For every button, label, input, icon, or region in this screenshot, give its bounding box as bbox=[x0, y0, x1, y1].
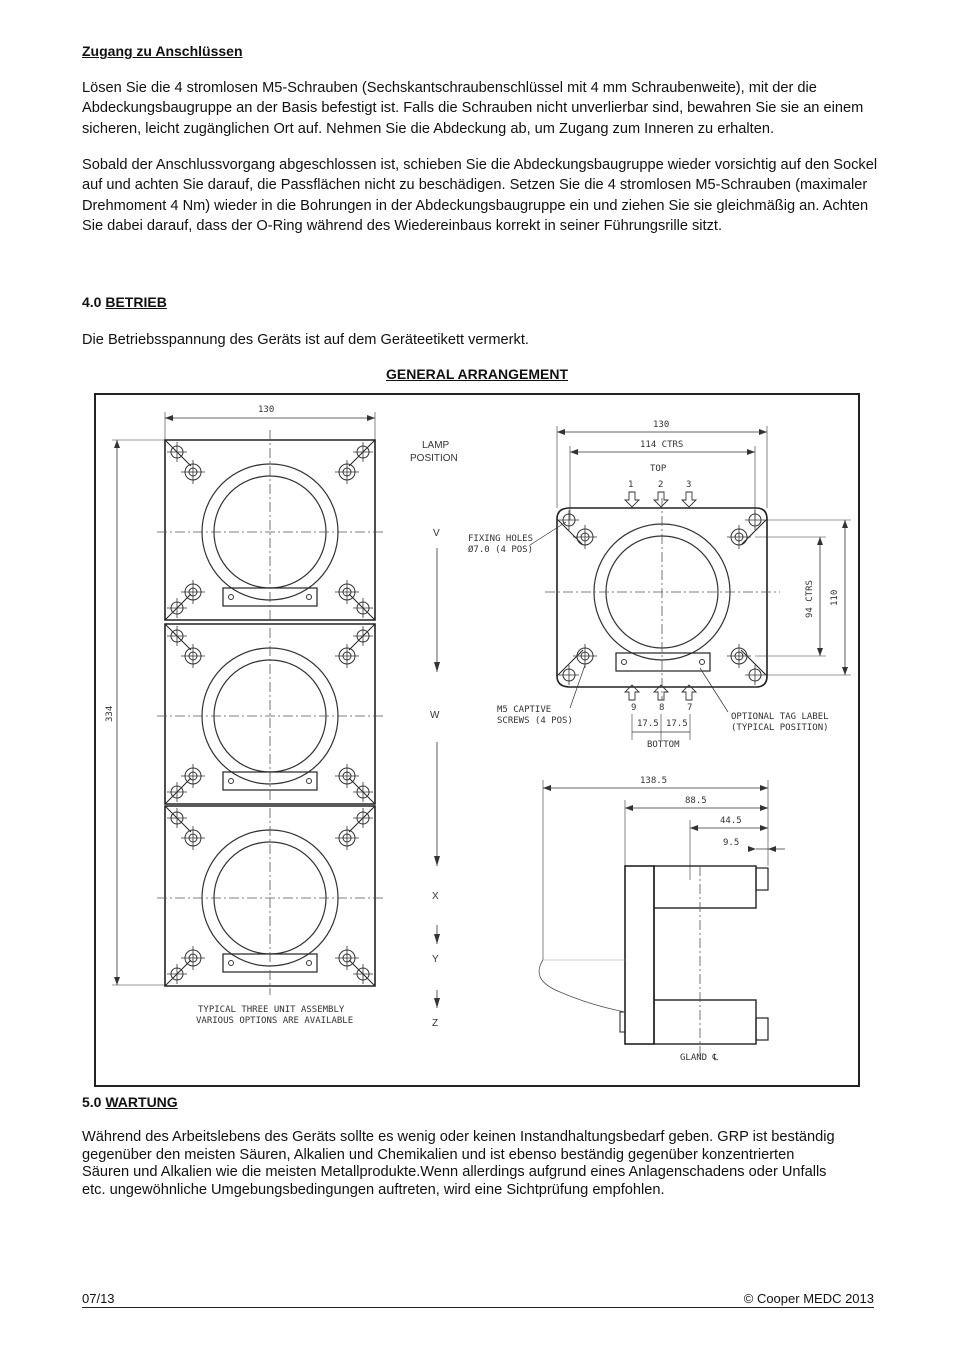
access-heading: Zugang zu Anschlüssen bbox=[82, 43, 243, 59]
lamp-position-v: V bbox=[433, 528, 440, 539]
top-entry-3: 3 bbox=[686, 480, 692, 490]
left-width-dimension: 130 bbox=[258, 405, 275, 415]
lamp-label-line-1: LAMP bbox=[422, 440, 450, 451]
side-dimension-88-5: 88.5 bbox=[685, 796, 707, 806]
vertical-centres-dimension: 94 CTRS bbox=[805, 580, 815, 618]
side-dimension-44-5: 44.5 bbox=[720, 816, 742, 826]
tag-label-note-line-2: (TYPICAL POSITION) bbox=[731, 723, 829, 733]
section-5-title: WARTUNG bbox=[105, 1094, 178, 1110]
top-entry-1: 1 bbox=[628, 480, 634, 490]
bottom-entry-7: 7 bbox=[687, 703, 693, 713]
top-entry-2: 2 bbox=[658, 480, 664, 490]
drawing-title: GENERAL ARRANGEMENT bbox=[385, 366, 568, 382]
tag-label-note-line-1: OPTIONAL TAG LABEL bbox=[731, 712, 829, 722]
section-5-text: Während des Arbeitslebens des Geräts sollte es wenig oder keinen Instandhaltungsbedarf geben. GRP ist beständig gegenüber den meisten Säuren, Alkalien und Chemikalien und ist ebenso beständig gegenüber konzentrierten Säuren und Alkalien wie die meisten Metallprodukte.Wenn allerdings aufgrund eines Anlagenschadens oder Unfalls etc. ungewöhnliche Umgebungsbedingungen auftreten, wird eine Sichtprüfung empfohlen. bbox=[82, 1129, 835, 1198]
side-dimension-138-5: 138.5 bbox=[640, 776, 668, 786]
side-dimension-9-5: 9.5 bbox=[723, 838, 740, 848]
footer-date: 07/13 bbox=[82, 1291, 115, 1306]
section-4-title: BETRIEB bbox=[105, 294, 167, 310]
lamp-label-line-2: POSITION bbox=[410, 453, 458, 464]
lamp-position-w: W bbox=[430, 710, 440, 721]
spacing-left-dimension: 17.5 bbox=[637, 719, 659, 729]
front-width-dimension: 130 bbox=[653, 420, 670, 430]
footer-rule bbox=[82, 1307, 874, 1308]
assembly-note-line-2: VARIOUS OPTIONS ARE AVAILABLE bbox=[196, 1016, 354, 1026]
section-4-text: Die Betriebsspannung des Geräts ist auf dem Geräteetikett vermerkt. bbox=[82, 332, 529, 348]
section-5-number: 5.0 bbox=[82, 1094, 102, 1110]
bottom-label: BOTTOM bbox=[647, 740, 680, 750]
fixing-holes-label-line-1: FIXING HOLES bbox=[468, 534, 534, 544]
spacing-right-dimension: 17.5 bbox=[666, 719, 688, 729]
bottom-entry-9: 9 bbox=[631, 703, 637, 713]
vertical-height-dimension: 110 bbox=[830, 589, 840, 606]
lamp-position-z: Z bbox=[432, 1018, 439, 1029]
captive-screws-label-line-2: SCREWS (4 POS) bbox=[497, 716, 573, 726]
access-paragraph-1: Lösen Sie die 4 stromlosen M5-Schrauben (Sechskantschraubenschlüssel mit 4 mm Schraubenweite), mit der die Abdeckungsbaugruppe an der Basis befestigt ist. Falls die Schrauben nicht unverlierbar sind, bewahren Sie sie an einem sicheren, leicht zugänglichen Ort auf. Nehmen Sie die Abdeckung ab, um Zugang zum Inneren zu erhalten. bbox=[82, 80, 864, 137]
gland-centre-label: GLAND ℄ bbox=[680, 1053, 719, 1063]
access-paragraph-2: Sobald der Anschlussvorgang abgeschlossen ist, schieben Sie die Abdeckungsbaugruppe wieder vorsichtig auf den Sockel auf und achten Sie darauf, die Passflächen nicht zu beschädigen. Setzen Sie die 4 stromlosen M5-Schrauben (maximaler Drehmoment 4 Nm) wieder in die Bohrungen in der Abdeckungsbaugruppe ein und ziehen Sie sie gleichmäßig an. Achten Sie dabei darauf, dass der O-Ring während des Wiedereinbaus korrekt in seiner Führungsrille sitzt. bbox=[82, 157, 878, 235]
footer-copyright: © Cooper MEDC 2013 bbox=[743, 1291, 874, 1306]
fixing-holes-label-line-2: Ø7.0 (4 POS) bbox=[468, 545, 534, 555]
assembly-note-line-1: TYPICAL THREE UNIT ASSEMBLY bbox=[198, 1005, 345, 1015]
lamp-position-x: X bbox=[432, 891, 439, 902]
top-label: TOP bbox=[650, 464, 667, 474]
lamp-position-y: Y bbox=[432, 954, 439, 965]
left-height-dimension: 334 bbox=[105, 705, 115, 722]
captive-screws-label-line-1: M5 CAPTIVE bbox=[497, 705, 552, 715]
section-5-heading bbox=[82, 1094, 178, 1110]
front-centres-dimension: 114 CTRS bbox=[640, 440, 684, 450]
bottom-entry-8: 8 bbox=[659, 703, 665, 713]
section-4-number: 4.0 bbox=[82, 294, 102, 310]
